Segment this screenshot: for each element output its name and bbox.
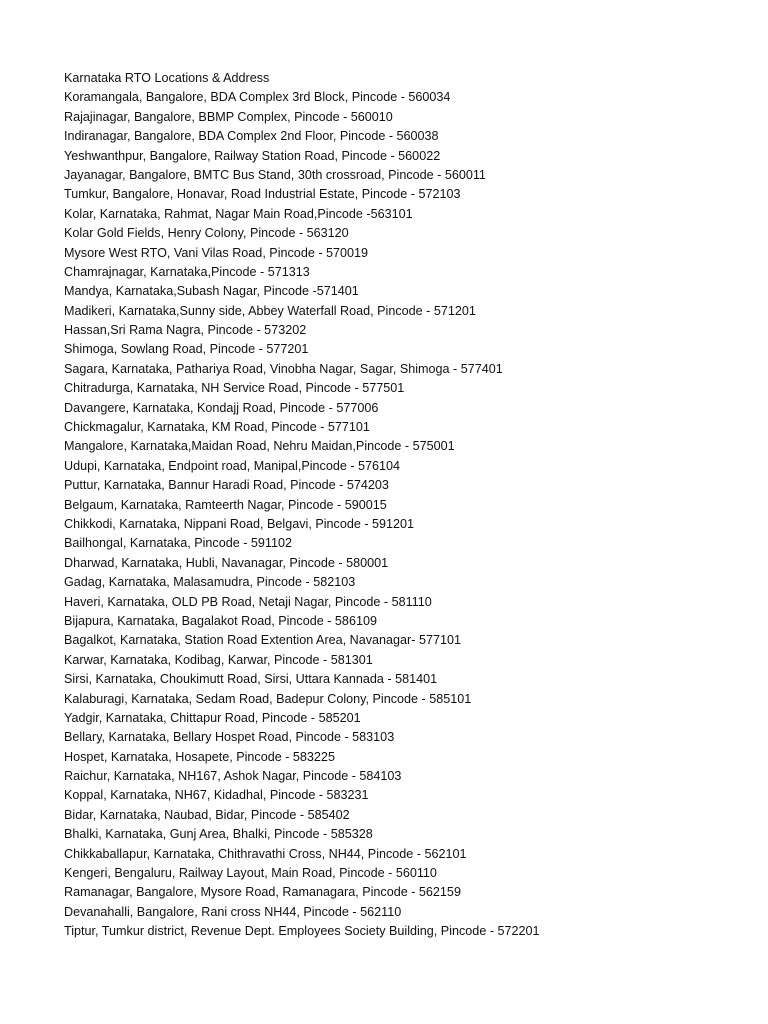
address-line: Tumkur, Bangalore, Honavar, Road Industrial Estate, Pincode - 572103 [64, 187, 461, 202]
address-line: Raichur, Karnataka, NH167, Ashok Nagar, Pincode - 584103 [64, 769, 402, 784]
address-line: Bellary, Karnataka, Bellary Hospet Road, Pincode - 583103 [64, 730, 395, 745]
address-line: Madikeri, Karnataka,Sunny side, Abbey Waterfall Road, Pincode - 571201 [64, 303, 476, 318]
address-line: Ramanagar, Bangalore, Mysore Road, Ramanagara, Pincode - 562159 [64, 885, 461, 900]
address-line: Sagara, Karnataka, Pathariya Road, Vinobha Nagar, Sagar, Shimoga - 577401 [64, 361, 503, 376]
address-line: Haveri, Karnataka, OLD PB Road, Netaji Nagar, Pincode - 581110 [64, 594, 432, 609]
address-line: Chikkodi, Karnataka, Nippani Road, Belgavi, Pincode - 591201 [64, 516, 415, 531]
address-line: Sirsi, Karnataka, Choukimutt Road, Sirsi, Uttara Kannada - 581401 [64, 672, 438, 687]
address-line: Rajajinagar, Bangalore, BBMP Complex, Pincode - 560010 [64, 109, 393, 124]
address-line: Karwar, Karnataka, Kodibag, Karwar, Pincode - 581301 [64, 652, 373, 667]
address-line: Kalaburagi, Karnataka, Sedam Road, Badepur Colony, Pincode - 585101 [64, 691, 472, 706]
document-title: Karnataka RTO Locations & Address [64, 71, 270, 85]
address-line: Gadag, Karnataka, Malasamudra, Pincode - 582103 [64, 575, 356, 590]
document-body [64, 69, 754, 942]
address-line: Bijapura, Karnataka, Bagalakot Road, Pincode - 586109 [64, 613, 377, 628]
address-line: Chamrajnagar, Karnataka,Pincode - 571313 [64, 264, 310, 279]
address-line: Kolar Gold Fields, Henry Colony, Pincode - 563120 [64, 226, 349, 241]
address-line: Hassan,Sri Rama Nagra, Pincode - 573202 [64, 323, 307, 338]
address-line: Chikkaballapur, Karnataka, Chithravathi Cross, NH44, Pincode - 562101 [64, 846, 467, 861]
address-line: Mysore West RTO, Vani Vilas Road, Pincode - 570019 [64, 245, 369, 260]
address-line: Yeshwanthpur, Bangalore, Railway Station Road, Pincode - 560022 [64, 148, 441, 163]
address-line: Chickmagalur, Karnataka, KM Road, Pincode - 577101 [64, 420, 370, 435]
address-line: Bagalkot, Karnataka, Station Road Extention Area, Navanagar- 577101 [64, 633, 461, 648]
address-line: Dharwad, Karnataka, Hubli, Navanagar, Pincode - 580001 [64, 555, 389, 570]
address-line: Kolar, Karnataka, Rahmat, Nagar Main Road,Pincode -563101 [64, 206, 413, 221]
address-line: Udupi, Karnataka, Endpoint road, Manipal,Pincode - 576104 [64, 458, 401, 473]
address-line: Jayanagar, Bangalore, BMTC Bus Stand, 30th crossroad, Pincode - 560011 [64, 167, 486, 182]
address-line: Indiranagar, Bangalore, BDA Complex 2nd Floor, Pincode - 560038 [64, 129, 439, 144]
address-line: Puttur, Karnataka, Bannur Haradi Road, Pincode - 574203 [64, 478, 389, 493]
address-line: Hospet, Karnataka, Hosapete, Pincode - 583225 [64, 749, 335, 764]
address-line: Mangalore, Karnataka,Maidan Road, Nehru Maidan,Pincode - 575001 [64, 439, 455, 454]
address-line: Koppal, Karnataka, NH67, Kidadhal, Pincode - 583231 [64, 788, 369, 803]
address-line: Shimoga, Sowlang Road, Pincode - 577201 [64, 342, 309, 357]
address-line: Tiptur, Tumkur district, Revenue Dept. Employees Society Building, Pincode - 572201 [64, 924, 540, 939]
address-line: Bidar, Karnataka, Naubad, Bidar, Pincode - 585402 [64, 807, 350, 822]
address-line: Koramangala, Bangalore, BDA Complex 3rd Block, Pincode - 560034 [64, 90, 451, 105]
address-line: Belgaum, Karnataka, Ramteerth Nagar, Pincode - 590015 [64, 497, 387, 512]
address-line: Bailhongal, Karnataka, Pincode - 591102 [64, 536, 293, 551]
address-line: Bhalki, Karnataka, Gunj Area, Bhalki, Pincode - 585328 [64, 827, 373, 842]
address-line: Davangere, Karnataka, Kondajj Road, Pincode - 577006 [64, 400, 379, 415]
address-line: Kengeri, Bengaluru, Railway Layout, Main Road, Pincode - 560110 [64, 866, 437, 881]
address-line: Mandya, Karnataka,Subash Nagar, Pincode -571401 [64, 284, 359, 299]
address-line: Yadgir, Karnataka, Chittapur Road, Pincode - 585201 [64, 710, 361, 725]
address-line: Devanahalli, Bangalore, Rani cross NH44, Pincode - 562110 [64, 904, 402, 919]
address-line: Chitradurga, Karnataka, NH Service Road, Pincode - 577501 [64, 381, 405, 396]
